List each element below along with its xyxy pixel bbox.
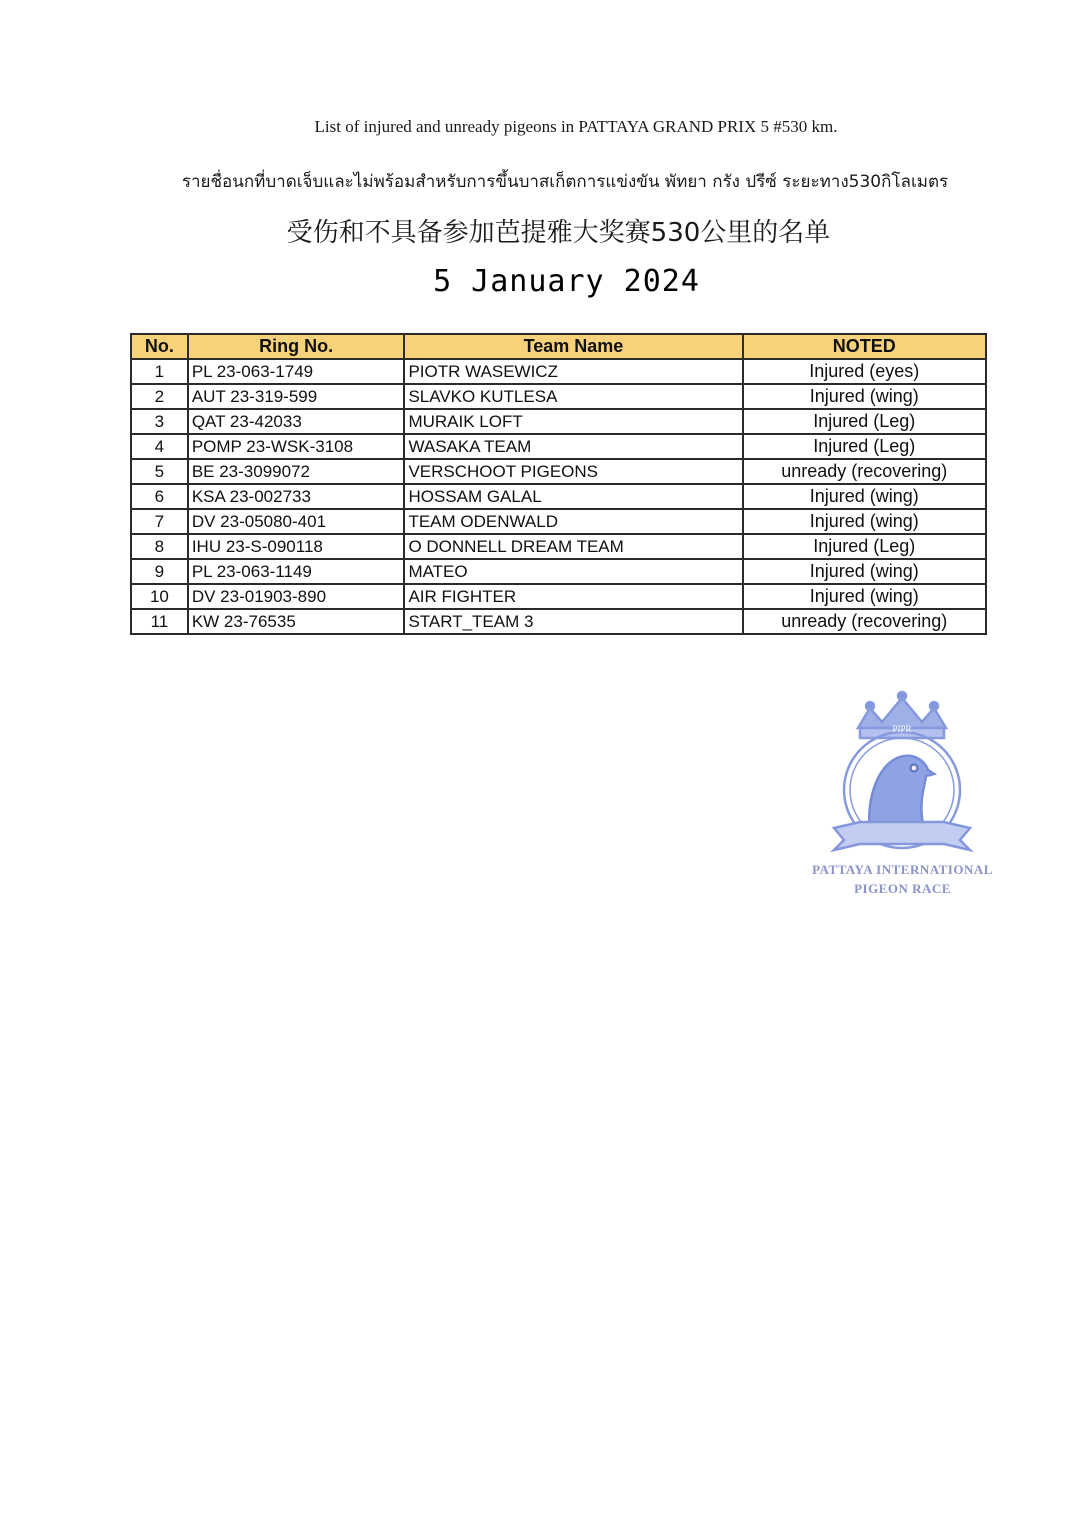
cell-noted: Injured (wing) bbox=[743, 559, 986, 584]
header-no: No. bbox=[131, 334, 188, 359]
cell-ring-no: KW 23-76535 bbox=[188, 609, 405, 634]
cell-team-name: TEAM ODENWALD bbox=[404, 509, 742, 534]
table-row bbox=[131, 384, 986, 409]
cell-no: 10 bbox=[131, 584, 188, 609]
table-row bbox=[131, 484, 986, 509]
cell-no: 6 bbox=[131, 484, 188, 509]
chinese-title: 受伤和不具备参加芭提雅大奖赛530公里的名单 bbox=[286, 218, 831, 248]
cell-noted: unready (recovering) bbox=[743, 609, 986, 634]
table-header-row bbox=[131, 334, 986, 359]
cell-no: 1 bbox=[131, 359, 188, 384]
cell-team-name: MATEO bbox=[404, 559, 742, 584]
cell-team-name: SLAVKO KUTLESA bbox=[404, 384, 742, 409]
cell-noted: Injured (wing) bbox=[743, 484, 986, 509]
cell-no: 7 bbox=[131, 509, 188, 534]
cell-no: 11 bbox=[131, 609, 188, 634]
seal-ribbon-text: PIPR bbox=[892, 724, 912, 734]
seal-caption-line1: PATTAYA INTERNATIONAL bbox=[812, 862, 993, 877]
cell-noted: unready (recovering) bbox=[743, 459, 986, 484]
cell-noted: Injured (eyes) bbox=[743, 359, 986, 384]
cell-team-name: MURAIK LOFT bbox=[404, 409, 742, 434]
cell-team-name: O DONNELL DREAM TEAM bbox=[404, 534, 742, 559]
cell-no: 2 bbox=[131, 384, 188, 409]
cell-noted: Injured (Leg) bbox=[743, 534, 986, 559]
table-row bbox=[131, 509, 986, 534]
cell-no: 5 bbox=[131, 459, 188, 484]
cell-no: 4 bbox=[131, 434, 188, 459]
table-row bbox=[131, 434, 986, 459]
cell-ring-no: DV 23-05080-401 bbox=[188, 509, 405, 534]
table-row bbox=[131, 409, 986, 434]
cell-noted: Injured (Leg) bbox=[743, 409, 986, 434]
cell-ring-no: PL 23-063-1149 bbox=[188, 559, 405, 584]
table-row bbox=[131, 359, 986, 384]
cell-noted: Injured (wing) bbox=[743, 384, 986, 409]
cell-ring-no: POMP 23-WSK-3108 bbox=[188, 434, 405, 459]
cell-team-name: PIOTR WASEWICZ bbox=[404, 359, 742, 384]
table-row bbox=[131, 584, 986, 609]
cell-no: 3 bbox=[131, 409, 188, 434]
cell-no: 9 bbox=[131, 559, 188, 584]
cell-ring-no: IHU 23-S-090118 bbox=[188, 534, 405, 559]
cell-team-name: WASAKA TEAM bbox=[404, 434, 742, 459]
document-date: 5 January 2024 bbox=[433, 264, 700, 299]
cell-team-name: HOSSAM GALAL bbox=[404, 484, 742, 509]
cell-team-name: START_TEAM 3 bbox=[404, 609, 742, 634]
cell-team-name: VERSCHOOT PIGEONS bbox=[404, 459, 742, 484]
cell-noted: Injured (wing) bbox=[743, 584, 986, 609]
header-team-name: Team Name bbox=[404, 334, 742, 359]
table-row bbox=[131, 609, 986, 634]
cell-ring-no: AUT 23-319-599 bbox=[188, 384, 405, 409]
table-row bbox=[131, 459, 986, 484]
english-title: List of injured and unready pigeons in PATTAYA GRAND PRIX 5 #530 km. bbox=[314, 117, 838, 136]
cell-team-name: AIR FIGHTER bbox=[404, 584, 742, 609]
header-ring-no: Ring No. bbox=[188, 334, 405, 359]
cell-ring-no: DV 23-01903-890 bbox=[188, 584, 405, 609]
cell-noted: Injured (wing) bbox=[743, 509, 986, 534]
cell-ring-no: BE 23-3099072 bbox=[188, 459, 405, 484]
cell-noted: Injured (Leg) bbox=[743, 434, 986, 459]
table-row bbox=[131, 559, 986, 584]
seal-caption-line2: PIGEON RACE bbox=[854, 881, 951, 896]
injured-pigeons-table bbox=[130, 333, 987, 635]
cell-no: 8 bbox=[131, 534, 188, 559]
cell-ring-no: QAT 23-42033 bbox=[188, 409, 405, 434]
cell-ring-no: KSA 23-002733 bbox=[188, 484, 405, 509]
cell-ring-no: PL 23-063-1749 bbox=[188, 359, 405, 384]
thai-title: รายชื่อนกที่บาดเจ็บและไม่พร้อมสำหรับการขึ้นบาสเก็ตการแข่งขัน พัทยา กรัง ปรีซ์ ระยะทาง530กิโลเมตร bbox=[181, 172, 949, 192]
table-row bbox=[131, 534, 986, 559]
header-noted: NOTED bbox=[743, 334, 986, 359]
